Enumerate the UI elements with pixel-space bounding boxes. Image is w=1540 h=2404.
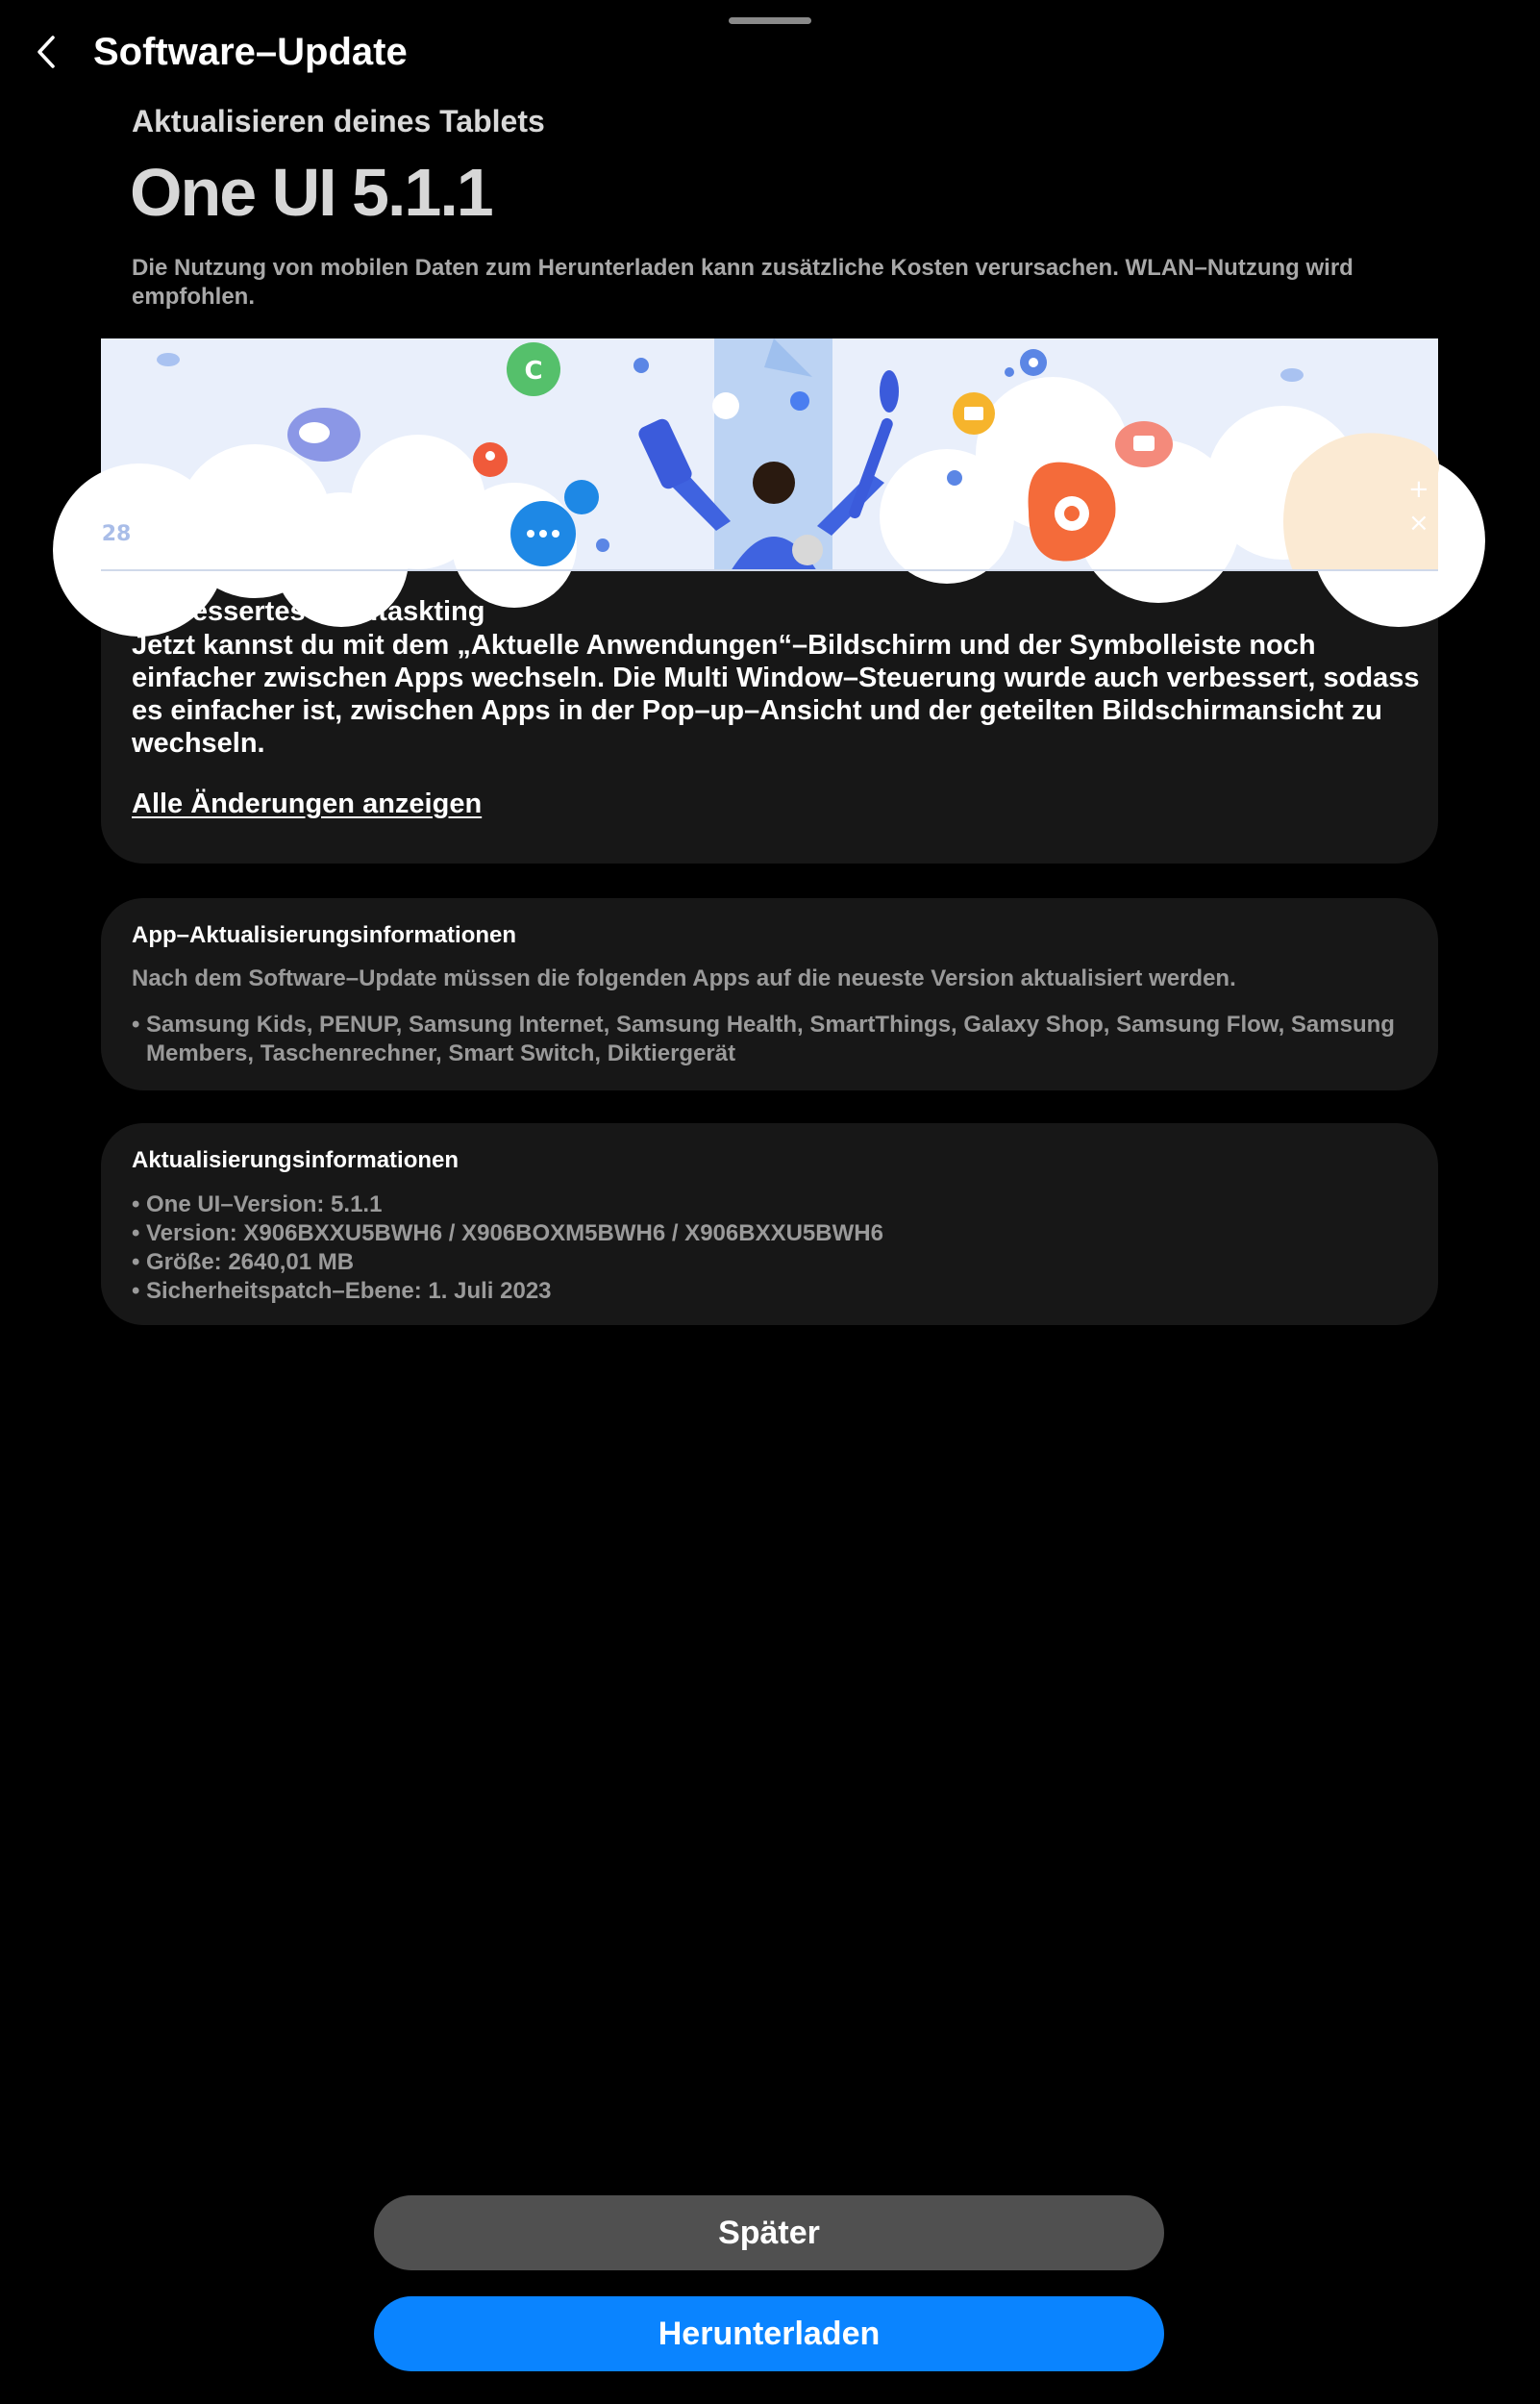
security-patch-text: Sicherheitspatch–Ebene: 1. Juli 2023: [146, 1278, 552, 1304]
bullet: •: [132, 1249, 140, 1275]
feature-illustration: [101, 338, 1458, 571]
build-version-text: Version: X906BXXU5BWH6 / X906BOXM5BWH6 / X906BXXU5BWH6: [146, 1220, 883, 1246]
all-changes-link[interactable]: Alle Änderungen anzeigen: [132, 789, 483, 819]
svg-text:+ −: + −: [1408, 475, 1458, 504]
size-text: Größe: 2640,01 MB: [146, 1249, 355, 1275]
app-list-item: [132, 1011, 1410, 1068]
svg-text:C: C: [524, 357, 543, 386]
update-info-item: [132, 1277, 1410, 1306]
version-title: One UI 5.1.1: [130, 155, 492, 230]
later-button[interactable]: Später: [374, 2195, 1164, 2270]
mobile-data-note: Die Nutzung von mobilen Daten zum Herunterladen kann zusätzliche Kosten verursachen. WLAN–Nutzung wird empfohlen.: [132, 255, 1354, 310]
update-info-item: [132, 1248, 1410, 1277]
calendar-day: 28: [101, 522, 132, 546]
chevron-left-icon: [32, 33, 61, 71]
app-list-text: [146, 1011, 1395, 1068]
update-info-heading: Aktualisierungsinformationen: [132, 1147, 460, 1173]
update-info-item: [132, 1190, 1410, 1219]
app-update-info-text: Nach dem Software–Update müssen die folgenden Apps auf die neueste Version aktualisiert werden.: [132, 965, 1236, 991]
download-button[interactable]: Herunterladen: [374, 2296, 1164, 2371]
bullet: •: [132, 1278, 140, 1304]
feature-description: Jetzt kannst du mit dem „Aktuelle Anwendungen“–Bildschirm und der Symbolleiste noch einfacher zwischen Apps wechseln. Die Multi Window–Steuerung wurde auch verbessert, sodass es einfacher ist, zwischen Apps in der Pop–up–Ansicht und der geteilten Bildschirmansicht zu wechseln.: [132, 630, 1420, 759]
update-info-card: [101, 1123, 1438, 1325]
ui-version-text: One UI–Version: 5.1.1: [146, 1191, 383, 1217]
bullet: •: [132, 1012, 140, 1038]
feature-title: Verbessertes Multitaskting: [132, 596, 485, 627]
page-title: Software–Update: [93, 31, 408, 73]
bullet: •: [132, 1220, 140, 1246]
svg-text:× +: × +: [1408, 509, 1458, 538]
app-list-line: Samsung Kids, PENUP, Samsung Internet, Samsung Health, SmartThings, Galaxy Shop, Samsung Flow, Samsung: [146, 1012, 1395, 1038]
bullet: •: [132, 1191, 140, 1217]
top-app-bar: [0, 21, 1540, 75]
feature-card: [101, 338, 1458, 864]
back-button[interactable]: [19, 25, 73, 79]
app-list-line: Members, Taschenrechner, Smart Switch, Diktiergerät: [146, 1040, 736, 1066]
app-update-info-card: [101, 898, 1438, 1090]
update-subtitle: Aktualisieren deines Tablets: [132, 104, 545, 138]
update-info-list: [132, 1190, 1410, 1306]
update-info-item: [132, 1219, 1410, 1248]
app-update-info-heading: App–Aktualisierungsinformationen: [132, 922, 517, 948]
